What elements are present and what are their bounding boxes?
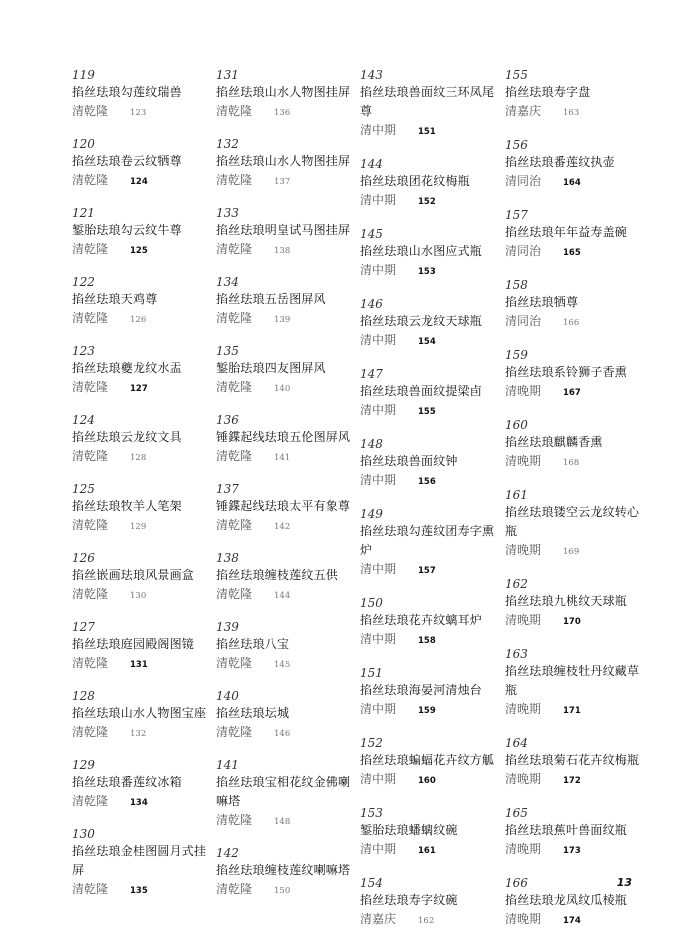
- index-column-3: [360, 68, 500, 946]
- entry-number: 145: [360, 227, 383, 241]
- entry-page-number: 163: [563, 108, 580, 118]
- entry-meta: [72, 516, 212, 537]
- entry-page-number: 126: [130, 315, 147, 325]
- entry-number: 147: [360, 367, 383, 381]
- entry-title: 掐丝珐琅庭园殿阁图镜: [72, 637, 195, 651]
- entry-page-number: 156: [418, 477, 436, 487]
- entry-title: 掐丝珐琅山水图应式瓶: [360, 244, 483, 258]
- entry-number: 141: [216, 758, 239, 772]
- entry-period: 清乾隆: [216, 587, 253, 601]
- entry-title: 掐丝珐琅勾莲纹瑞兽: [72, 85, 182, 99]
- entry-meta: [216, 723, 356, 744]
- entry-number: 121: [72, 206, 95, 220]
- entry-title: 掐丝珐琅蝙蝠花卉纹方觚: [360, 753, 495, 767]
- entry-period: 清乾隆: [72, 587, 109, 601]
- entry-title: 掐丝珐琅菊石花卉纹梅瓶: [505, 753, 640, 767]
- entry-meta: [505, 102, 645, 123]
- entry-meta: [216, 811, 356, 832]
- index-entry: [505, 278, 645, 333]
- entry-title: 錾胎珐琅四友图屏风: [216, 361, 326, 375]
- entry-title: 掐丝珐琅云龙纹文具: [72, 430, 182, 444]
- entry-meta: [72, 240, 212, 261]
- entry-title: 掐丝珐琅天鸡尊: [72, 292, 158, 306]
- entry-page-number: 155: [418, 407, 436, 417]
- entry-number: 165: [505, 806, 528, 820]
- index-entry: [72, 68, 212, 123]
- entry-meta: [360, 700, 500, 721]
- entry-page-number: 150: [274, 886, 291, 896]
- entry-title: 掐丝珐琅五岳图屏风: [216, 292, 326, 306]
- entry-number: 131: [216, 68, 239, 82]
- index-entry: [72, 827, 212, 901]
- entry-number: 152: [360, 736, 383, 750]
- entry-title: 掐丝珐琅兽面纹三环凤尾尊: [360, 85, 495, 118]
- index-entry: [216, 344, 356, 399]
- index-entry: [360, 227, 500, 282]
- entry-number: 134: [216, 275, 239, 289]
- entry-period: 清中期: [360, 123, 397, 137]
- index-entry: [505, 348, 645, 403]
- entry-number: 144: [360, 157, 383, 171]
- entry-number: 150: [360, 596, 383, 610]
- entry-meta: [216, 880, 356, 901]
- entry-period: 清晚期: [505, 543, 542, 557]
- entry-meta: [216, 102, 356, 123]
- entry-number: 129: [72, 758, 95, 772]
- entry-page-number: 135: [130, 886, 148, 896]
- entry-meta: [505, 242, 645, 263]
- entry-meta: [72, 654, 212, 675]
- entry-title: 錾胎珐琅勾云纹牛尊: [72, 223, 182, 237]
- index-entry: [72, 137, 212, 192]
- entry-title: 掐丝珐琅九桃纹天球瓶: [505, 594, 628, 608]
- entry-title: 掐丝珐琅系铃狮子香熏: [505, 365, 628, 379]
- entry-meta: [216, 309, 356, 330]
- entry-page-number: 157: [418, 566, 436, 576]
- entry-title: 掐丝珐琅海晏河清烛台: [360, 683, 483, 697]
- entry-meta: [360, 261, 500, 282]
- entry-number: 138: [216, 551, 239, 565]
- entry-number: 120: [72, 137, 95, 151]
- entry-period: 清乾隆: [216, 882, 253, 896]
- index-entry: [505, 208, 645, 263]
- index-entry: [216, 68, 356, 123]
- index-entry: [216, 551, 356, 606]
- index-entry: [216, 758, 356, 832]
- entry-meta: [505, 700, 645, 721]
- entry-period: 清中期: [360, 473, 397, 487]
- index-entry: [360, 736, 500, 791]
- entry-number: 130: [72, 827, 95, 841]
- entry-number: 128: [72, 689, 95, 703]
- entry-number: 151: [360, 666, 383, 680]
- entry-title: 掐丝珐琅番莲纹执壶: [505, 155, 615, 169]
- entry-number: 119: [72, 68, 95, 82]
- index-column-2: [216, 68, 356, 915]
- entry-number: 133: [216, 206, 239, 220]
- entry-title: 掐丝珐琅兽面纹提梁卣: [360, 384, 483, 398]
- entry-meta: [216, 654, 356, 675]
- entry-period: 清晚期: [505, 772, 542, 786]
- entry-meta: [505, 611, 645, 632]
- entry-page-number: 136: [274, 108, 291, 118]
- entry-title: 掐丝珐琅团花纹梅瓶: [360, 174, 470, 188]
- entry-page-number: 160: [418, 776, 436, 786]
- entry-title: 掐丝珐琅金桂图圆月式挂屏: [72, 844, 207, 877]
- entry-page-number: 123: [130, 108, 147, 118]
- entry-meta: [72, 880, 212, 901]
- index-entry: [216, 413, 356, 468]
- entry-meta: [216, 447, 356, 468]
- index-entry: [216, 206, 356, 261]
- entry-number: 164: [505, 736, 528, 750]
- index-entry: [505, 138, 645, 193]
- entry-period: 清中期: [360, 842, 397, 856]
- entry-title: 掐丝珐琅牧羊人笔架: [72, 499, 182, 513]
- entry-number: 135: [216, 344, 239, 358]
- entry-period: 清晚期: [505, 613, 542, 627]
- entry-number: 127: [72, 620, 95, 634]
- entry-title: 掐丝珐琅麒麟香熏: [505, 435, 603, 449]
- index-entry: [216, 482, 356, 537]
- index-entry: [360, 157, 500, 212]
- entry-meta: [360, 401, 500, 422]
- index-entry: [360, 68, 500, 142]
- index-entry: [360, 437, 500, 492]
- index-column-4: [505, 68, 645, 946]
- entry-number: 124: [72, 413, 95, 427]
- entry-period: 清中期: [360, 562, 397, 576]
- entry-period: 清乾隆: [72, 311, 109, 325]
- index-column-1: [72, 68, 212, 915]
- entry-title: 掐丝珐琅番莲纹冰箱: [72, 775, 182, 789]
- entry-title: 掐丝珐琅兽面纹钟: [360, 454, 458, 468]
- entry-period: 清乾隆: [72, 380, 109, 394]
- entry-title: 掐丝嵌画珐琅风景画盒: [72, 568, 195, 582]
- index-entry: [505, 647, 645, 721]
- entry-page-number: 152: [418, 197, 436, 207]
- entry-title: 錾胎珐琅蟠螭纹碗: [360, 823, 458, 837]
- entry-page-number: 148: [274, 817, 291, 827]
- entry-page-number: 131: [130, 660, 148, 670]
- entry-title: 掐丝珐琅山水人物图挂屏: [216, 85, 351, 99]
- index-entry: [216, 846, 356, 901]
- entry-page-number: 151: [418, 127, 436, 137]
- index-entry: [360, 297, 500, 352]
- entry-title: 掐丝珐琅山水人物图挂屏: [216, 154, 351, 168]
- entry-page-number: 154: [418, 337, 436, 347]
- index-entry: [360, 596, 500, 651]
- entry-meta: [505, 172, 645, 193]
- entry-period: 清乾隆: [216, 725, 253, 739]
- entry-page-number: 134: [130, 798, 148, 808]
- entry-meta: [360, 770, 500, 791]
- entry-period: 清中期: [360, 193, 397, 207]
- entry-period: 清乾隆: [216, 104, 253, 118]
- entry-meta: [505, 770, 645, 791]
- entry-page-number: 169: [563, 547, 580, 557]
- entry-period: 清中期: [360, 632, 397, 646]
- entry-meta: [72, 447, 212, 468]
- entry-page-number: 129: [130, 522, 147, 532]
- entry-meta: [505, 452, 645, 473]
- index-entry: [505, 418, 645, 473]
- entry-title: 掐丝珐琅龙凤纹瓜棱瓶: [505, 893, 628, 907]
- index-entry: [216, 620, 356, 675]
- index-entry: [216, 689, 356, 744]
- entry-page-number: 145: [274, 660, 291, 670]
- index-entry: [72, 275, 212, 330]
- entry-period: 清乾隆: [216, 656, 253, 670]
- entry-page-number: 162: [418, 916, 435, 926]
- entry-period: 清乾隆: [216, 173, 253, 187]
- entry-page-number: 130: [130, 591, 147, 601]
- entry-meta: [360, 471, 500, 492]
- entry-period: 清乾隆: [72, 882, 109, 896]
- entry-meta: [360, 560, 500, 581]
- entry-meta: [505, 382, 645, 403]
- entry-period: 清晚期: [505, 842, 542, 856]
- entry-page-number: 132: [130, 729, 147, 739]
- entry-page-number: 142: [274, 522, 291, 532]
- entry-number: 148: [360, 437, 383, 451]
- entry-period: 清乾隆: [72, 242, 109, 256]
- index-entry: [72, 758, 212, 813]
- entry-title: 掐丝珐琅寿字盘: [505, 85, 591, 99]
- index-entry: [505, 488, 645, 562]
- entry-period: 清中期: [360, 403, 397, 417]
- entry-page-number: 144: [274, 591, 291, 601]
- entry-number: 122: [72, 275, 95, 289]
- entry-meta: [72, 102, 212, 123]
- entry-number: 159: [505, 348, 528, 362]
- entry-title: 掐丝珐琅夔龙纹水盂: [72, 361, 182, 375]
- entry-page-number: 174: [563, 916, 581, 926]
- entry-number: 161: [505, 488, 528, 502]
- entry-number: 156: [505, 138, 528, 152]
- entry-period: 清乾隆: [72, 725, 109, 739]
- entry-meta: [505, 541, 645, 562]
- entry-title: 掐丝珐琅明皇试马图挂屏: [216, 223, 351, 237]
- entry-period: 清晚期: [505, 912, 542, 926]
- entry-meta: [72, 171, 212, 192]
- entry-title: 掐丝珐琅坛城: [216, 706, 290, 720]
- entry-meta: [360, 630, 500, 651]
- entry-meta: [72, 309, 212, 330]
- index-entry: [505, 68, 645, 123]
- entry-meta: [360, 191, 500, 212]
- entry-meta: [360, 121, 500, 142]
- entry-page-number: 138: [274, 246, 291, 256]
- entry-period: 清乾隆: [216, 380, 253, 394]
- index-entry: [505, 736, 645, 791]
- entry-meta: [72, 378, 212, 399]
- entry-meta: [216, 516, 356, 537]
- index-entry: [505, 806, 645, 861]
- index-entry: [72, 413, 212, 468]
- entry-meta: [216, 585, 356, 606]
- entry-meta: [505, 312, 645, 333]
- entry-page-number: 168: [563, 458, 580, 468]
- entry-title: 掐丝珐琅缠枝莲纹五供: [216, 568, 339, 582]
- entry-number: 155: [505, 68, 528, 82]
- entry-period: 清晚期: [505, 384, 542, 398]
- entry-title: 掐丝珐琅缠枝牡丹纹藏草瓶: [505, 664, 640, 697]
- entry-meta: [360, 331, 500, 352]
- entry-page-number: 165: [563, 248, 581, 258]
- entry-period: 清同治: [505, 244, 542, 258]
- entry-meta: [72, 723, 212, 744]
- entry-period: 清乾隆: [216, 311, 253, 325]
- entry-number: 139: [216, 620, 239, 634]
- entry-title: 掐丝珐琅年年益寿盖碗: [505, 225, 628, 239]
- entry-number: 137: [216, 482, 239, 496]
- entry-title: 掐丝珐琅勾莲纹团寿字熏炉: [360, 524, 495, 557]
- entry-page-number: 164: [563, 178, 581, 188]
- index-entry: [216, 137, 356, 192]
- entry-number: 126: [72, 551, 95, 565]
- entry-period: 清乾隆: [216, 813, 253, 827]
- index-entry: [216, 275, 356, 330]
- entry-period: 清晚期: [505, 702, 542, 716]
- entry-title: 掐丝珐琅寿字纹碗: [360, 893, 458, 907]
- index-entry: [360, 806, 500, 861]
- entry-page-number: 171: [563, 706, 581, 716]
- index-entry: [505, 577, 645, 632]
- entry-meta: [216, 378, 356, 399]
- entry-page-number: 158: [418, 636, 436, 646]
- entry-period: 清乾隆: [216, 449, 253, 463]
- entry-page-number: 125: [130, 246, 148, 256]
- entry-number: 123: [72, 344, 95, 358]
- entry-page-number: 127: [130, 384, 148, 394]
- index-entry: [360, 507, 500, 581]
- entry-period: 清乾隆: [72, 794, 109, 808]
- entry-number: 136: [216, 413, 239, 427]
- entry-title: 掐丝珐琅花卉纹螭耳炉: [360, 613, 483, 627]
- entry-period: 清同治: [505, 314, 542, 328]
- entry-number: 146: [360, 297, 383, 311]
- entry-page-number: 140: [274, 384, 291, 394]
- entry-title: 掐丝珐琅八宝: [216, 637, 290, 651]
- entry-number: 160: [505, 418, 528, 432]
- entry-title: 锤鍱起线珐琅五伦图屏风: [216, 430, 351, 444]
- entry-number: 162: [505, 577, 528, 591]
- entry-number: 158: [505, 278, 528, 292]
- entry-page-number: 159: [418, 706, 436, 716]
- entry-period: 清同治: [505, 174, 542, 188]
- entry-number: 142: [216, 846, 239, 860]
- entry-number: 125: [72, 482, 95, 496]
- entry-title: 掐丝珐琅宝相花纹金佛喇嘛塔: [216, 775, 351, 808]
- entry-title: 掐丝珐琅山水人物图宝座: [72, 706, 207, 720]
- entry-title: 掐丝珐琅蕉叶兽面纹瓶: [505, 823, 628, 837]
- entry-page-number: 137: [274, 177, 291, 187]
- entry-period: 清乾隆: [72, 518, 109, 532]
- entry-period: 清乾隆: [72, 449, 109, 463]
- entry-title: 掐丝珐琅卷云纹牺尊: [72, 154, 182, 168]
- entry-number: 157: [505, 208, 528, 222]
- page-number: 13: [616, 876, 632, 889]
- entry-period: 清乾隆: [72, 173, 109, 187]
- entry-title: 锤鍱起线珐琅太平有象尊: [216, 499, 351, 513]
- entry-page-number: 153: [418, 267, 436, 277]
- entry-meta: [360, 840, 500, 861]
- entry-number: 154: [360, 876, 383, 890]
- entry-meta: [72, 792, 212, 813]
- entry-page-number: 141: [274, 453, 291, 463]
- index-entry: [72, 689, 212, 744]
- index-entry: [72, 482, 212, 537]
- entry-page-number: 139: [274, 315, 291, 325]
- index-entry: [360, 666, 500, 721]
- entry-period: 清中期: [360, 333, 397, 347]
- index-entry: [72, 551, 212, 606]
- entry-title: 掐丝珐琅镂空云龙纹转心瓶: [505, 505, 640, 538]
- entry-page-number: 146: [274, 729, 291, 739]
- entry-page-number: 161: [418, 846, 436, 856]
- entry-number: 132: [216, 137, 239, 151]
- entry-page-number: 166: [563, 318, 580, 328]
- entry-period: 清晚期: [505, 454, 542, 468]
- index-entry: [360, 876, 500, 931]
- entry-meta: [72, 585, 212, 606]
- entry-meta: [216, 240, 356, 261]
- entry-period: 清中期: [360, 702, 397, 716]
- entry-number: 153: [360, 806, 383, 820]
- entry-page-number: 124: [130, 177, 148, 187]
- entry-page-number: 173: [563, 846, 581, 856]
- entry-title: 掐丝珐琅缠枝莲纹喇嘛塔: [216, 863, 351, 877]
- entry-period: 清乾隆: [216, 242, 253, 256]
- entry-period: 清中期: [360, 263, 397, 277]
- entry-period: 清中期: [360, 772, 397, 786]
- index-entry: [360, 367, 500, 422]
- entry-number: 166: [505, 876, 528, 890]
- entry-page-number: 167: [563, 388, 581, 398]
- entry-title: 掐丝珐琅牺尊: [505, 295, 579, 309]
- index-entry: [72, 206, 212, 261]
- entry-period: 清嘉庆: [505, 104, 542, 118]
- entry-period: 清乾隆: [72, 656, 109, 670]
- entry-period: 清乾隆: [216, 518, 253, 532]
- entry-number: 149: [360, 507, 383, 521]
- entry-period: 清乾隆: [72, 104, 109, 118]
- entry-number: 140: [216, 689, 239, 703]
- entry-page-number: 128: [130, 453, 147, 463]
- entry-period: 清嘉庆: [360, 912, 397, 926]
- index-entry: [72, 344, 212, 399]
- entry-meta: [216, 171, 356, 192]
- entry-number: 143: [360, 68, 383, 82]
- entry-page-number: 170: [563, 617, 581, 627]
- entry-title: 掐丝珐琅云龙纹天球瓶: [360, 314, 483, 328]
- entry-page-number: 172: [563, 776, 581, 786]
- entry-number: 163: [505, 647, 528, 661]
- index-entry: [72, 620, 212, 675]
- entry-meta: [505, 840, 645, 861]
